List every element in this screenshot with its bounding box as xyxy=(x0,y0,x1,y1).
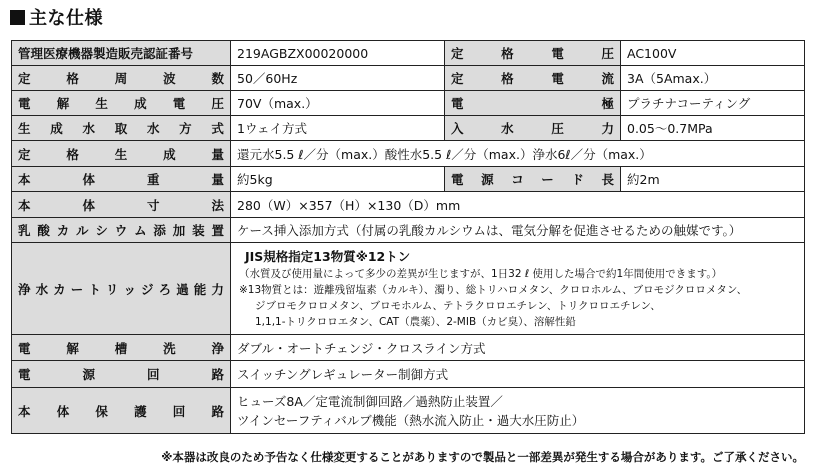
cartridge-line: ※13物質とは：遊離残留塩素（カルキ）、濁り、総トリハロメタン、クロロホルム、ブロモジクロロメタン、 xyxy=(239,284,748,296)
spec-value: ケース挿入添加方式（付属の乳酸カルシウムは、電気分解を促進させるための触媒です。） xyxy=(231,218,805,243)
spec-label: 管理医療機器製造販売認証番号 xyxy=(12,41,231,66)
spec-value: 約5kg xyxy=(231,167,445,192)
square-bullet-icon xyxy=(10,10,25,25)
protect-line: ヒューズ8A／定電流制御回路／過熱防止装置／ xyxy=(237,393,503,409)
spec-value: 3A（5Amax.） xyxy=(621,66,805,91)
table-row xyxy=(12,192,805,218)
spec-label: 乳 酸 カ ル シ ウ ム 添 加 装 置 xyxy=(12,218,231,243)
spec-label: 定 格 周 波 数 xyxy=(12,66,231,91)
section-title-text: 主な仕様 xyxy=(29,8,103,29)
table-row xyxy=(12,116,805,141)
table-row xyxy=(12,243,805,335)
spec-label: 入 水 圧 力 xyxy=(445,116,621,141)
spec-label: 本 体 重 量 xyxy=(12,167,231,192)
spec-value: プラチナコーティング xyxy=(621,91,805,116)
table-row xyxy=(12,167,805,192)
cartridge-line: （水質及び使用量によって多少の差異が生じますが、1日32 ℓ 使用した場合で約1年間使用できます。） xyxy=(239,268,723,280)
spec-label: 電 源 コ ー ド 長 xyxy=(445,167,621,192)
table-row xyxy=(12,66,805,91)
spec-value: スイッチングレギュレーター制御方式 xyxy=(231,361,805,388)
spec-label: 生 成 水 取 水 方 式 xyxy=(12,116,231,141)
spec-value: 1ウェイ方式 xyxy=(231,116,445,141)
table-row xyxy=(12,141,805,167)
spec-label: 定 格 電 圧 xyxy=(445,41,621,66)
spec-label: 電 極 xyxy=(445,91,621,116)
cartridge-line: JIS規格指定13物質※12トン xyxy=(245,249,411,264)
spec-label: 定 格 電 流 xyxy=(445,66,621,91)
spec-value: 約2m xyxy=(621,167,805,192)
spec-label: 本 体 寸 法 xyxy=(12,192,231,218)
spec-value: 280（W）×357（H）×130（D）mm xyxy=(231,192,805,218)
spec-value: 70V（max.） xyxy=(231,91,445,116)
spec-label: 浄 水 カ ー ト リ ッ ジ ろ 過 能 力 xyxy=(12,243,231,335)
table-row xyxy=(12,361,805,388)
spec-value xyxy=(231,388,805,434)
spec-value: 219AGBZX00020000 xyxy=(231,41,445,66)
table-row xyxy=(12,388,805,434)
spec-value: AC100V xyxy=(621,41,805,66)
footnote: ※本器は改良のため予告なく仕様変更することがありますので製品と一部差異が発生する場合があります。ご了承ください。 xyxy=(161,450,804,464)
table-row xyxy=(12,41,805,66)
spec-value: 還元水5.5 ℓ／分（max.）酸性水5.5 ℓ／分（max.）浄水6ℓ／分（max.） xyxy=(231,141,805,167)
cartridge-details xyxy=(231,243,805,335)
protect-line: ツインセーフティバルブ機能（熱水流入防止・過大水圧防止） xyxy=(237,412,585,428)
spec-table xyxy=(11,40,805,434)
cartridge-line: 1,1,1-トリクロロエタン、CAT（農薬）、2-MIB（カビ臭）、溶解性鉛 xyxy=(255,316,576,328)
spec-value: 50／60Hz xyxy=(231,66,445,91)
spec-label: 本 体 保 護 回 路 xyxy=(12,388,231,434)
cartridge-line: ジブロモクロロメタン、ブロモホルム、テトラクロロエチレン、トリクロロエチレン、 xyxy=(255,300,661,312)
spec-label: 電 解 槽 洗 浄 xyxy=(12,335,231,361)
table-row xyxy=(12,91,805,116)
spec-label: 電 解 生 成 電 圧 xyxy=(12,91,231,116)
spec-value: 0.05〜0.7MPa xyxy=(621,116,805,141)
table-row xyxy=(12,218,805,243)
section-title xyxy=(10,5,103,29)
spec-value: ダブル・オートチェンジ・クロスライン方式 xyxy=(231,335,805,361)
table-row xyxy=(12,335,805,361)
spec-label: 電 源 回 路 xyxy=(12,361,231,388)
spec-label: 定 格 生 成 量 xyxy=(12,141,231,167)
